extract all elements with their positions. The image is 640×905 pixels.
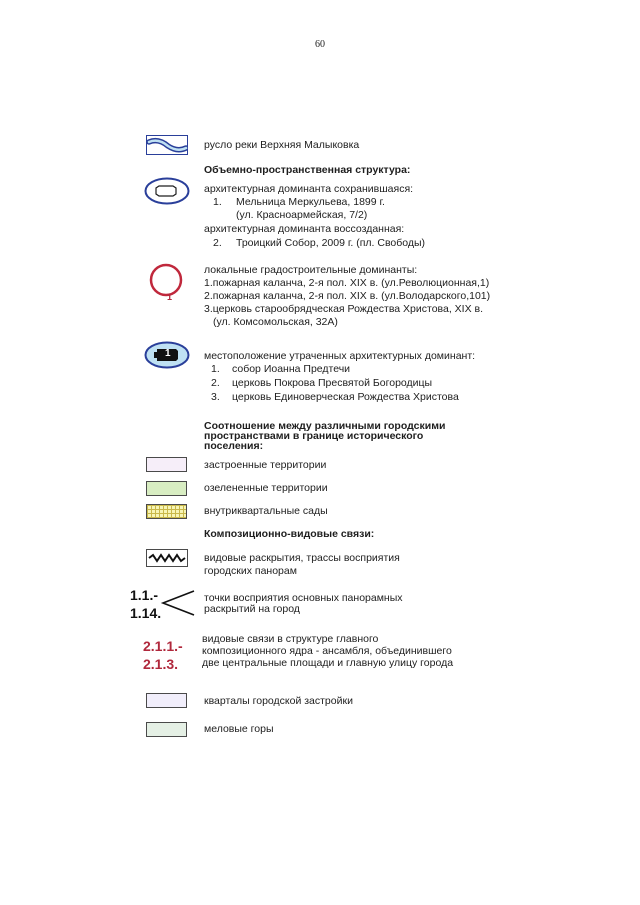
blocks-swatch	[146, 693, 187, 708]
page-number: 60	[315, 39, 325, 50]
green-territory-label: озелененные территории	[204, 482, 328, 494]
zigzag-line-icon	[146, 549, 188, 567]
links-line-2: композиционного ядра - ансамбля, объединившего	[202, 645, 452, 657]
points-code-top: 1.1.-	[130, 587, 159, 603]
volume-heading: Объемно-пространственная структура:	[204, 164, 411, 176]
points-line-1: точки восприятия основных панорамных	[204, 592, 403, 604]
links-line-1: видовые связи в структуре главного	[202, 633, 379, 645]
links-code-top: 2.1.1.-	[143, 638, 183, 654]
links-line-3: две центральные площади и главную улицу города	[202, 657, 454, 669]
preserved-item-text: Мельница Меркульева, 1899 г.	[236, 196, 385, 208]
views-line-1: видовые раскрытия, трассы восприятия	[204, 552, 400, 564]
spaces-heading-line-1: Соотношение между различными городскими	[204, 420, 446, 432]
river-icon	[146, 135, 188, 155]
local-line-3: 3.церковь старообрядческая Рождества Христова, XIX в.	[204, 303, 484, 315]
lost-item-2-text: церковь Покрова Пресвятой Богородицы	[232, 377, 433, 389]
restored-title: архитектурная доминанта воссозданная:	[204, 223, 405, 235]
composition-heading: Композиционно-видовые связи:	[204, 528, 375, 540]
lost-icon-number: 1	[165, 348, 171, 359]
lost-item-1-text: собор Иоанна Предтечи	[232, 363, 351, 375]
views-line-2: городских панорам	[204, 565, 297, 577]
preserved-item-num: 1.	[213, 196, 222, 208]
lost-item-2-num: 2.	[211, 377, 220, 389]
spaces-heading-line-2: пространствами в границе исторического	[204, 430, 424, 442]
local-title: локальные градостроительные доминанты:	[204, 264, 418, 276]
spaces-heading-line-3: поселения:	[204, 440, 264, 452]
gardens-label: внутриквартальные сады	[204, 505, 328, 517]
angle-arrow-icon	[160, 589, 196, 617]
preserved-item-address: (ул. Красноармейская, 7/2)	[236, 209, 368, 221]
circle-icon-number: 1	[167, 292, 173, 302]
gardens-swatch	[146, 504, 187, 519]
lost-item-3-text: церковь Единоверческая Рождества Христова	[232, 391, 459, 403]
points-code-bottom: 1.14.	[130, 605, 162, 621]
preserved-title: архитектурная доминанта сохранившаяся:	[204, 183, 414, 195]
chalk-hills-swatch	[146, 722, 187, 737]
chalk-hills-label: меловые горы	[204, 723, 274, 735]
oval-dominant-icon	[144, 177, 190, 205]
restored-item-text: Троицкий Собор, 2009 г. (пл. Свободы)	[236, 237, 426, 249]
lost-item-3-num: 3.	[211, 391, 220, 403]
river-label: русло реки Верхняя Малыковка	[204, 139, 360, 151]
blocks-label: кварталы городской застройки	[204, 695, 353, 707]
points-line-2: раскрытий на город	[204, 603, 300, 615]
local-line-2: 2.пожарная каланча, 2-я пол. XIX в. (ул.Володарского,101)	[204, 290, 491, 302]
lost-item-1-num: 1.	[211, 363, 220, 375]
built-territory-label: застроенные территории	[204, 459, 327, 471]
built-territory-swatch	[146, 457, 187, 472]
local-line-4: (ул. Комсомольская, 32А)	[213, 316, 338, 328]
local-line-1: 1.пожарная каланча, 2-я пол. XIX в. (ул.Революционная,1)	[204, 277, 490, 289]
links-code-bottom: 2.1.3.	[143, 656, 179, 672]
lost-title: местоположение утраченных архитектурных доминант:	[204, 350, 476, 362]
green-territory-swatch	[146, 481, 187, 496]
restored-item-num: 2.	[213, 237, 222, 249]
